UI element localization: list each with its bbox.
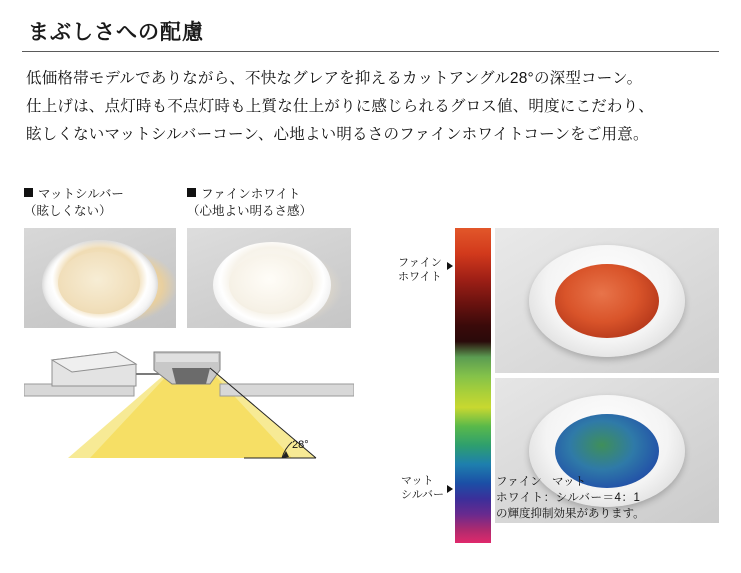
luminance-spectrum-bar (455, 228, 491, 543)
angle-label: 28° (292, 439, 309, 451)
body-copy (26, 65, 726, 149)
bullet-square-icon (187, 188, 196, 197)
reflector-cone (172, 368, 210, 384)
page-title: まぶしさへの配慮 (28, 21, 204, 44)
caption-matte-silver (24, 186, 124, 220)
spectrum-label-matte-silver-line2: シルバー (401, 489, 444, 501)
spectrum-arrow-top-icon (447, 262, 453, 270)
caption-fine-white-label: ファインホワイト (201, 187, 301, 201)
title-divider (22, 51, 719, 52)
photo-matte-silver (24, 228, 176, 328)
caption-matte-silver-sub: （眩しくない） (24, 204, 112, 218)
body-copy-line-3: 眩しくないマットシルバーコーン、心地よい明るさのファインホワイトコーンをご用意。 (26, 126, 649, 143)
note-head-row (496, 474, 645, 490)
downlight-interior (555, 264, 659, 338)
bullet-square-icon (24, 188, 33, 197)
body-copy-line-2: 仕上げは、点灯時も不点灯時も上質な仕上がりに感じられるグロス値、明度にこだわり、 (26, 98, 655, 115)
downlight-rim (529, 245, 685, 357)
spectrum-label-matte-silver (401, 474, 444, 502)
luminance-ratio-note (496, 474, 645, 522)
body-copy-line-1: 低価格帯モデルでありながら、不快なグレアを抑えるカットアングル28°の深型コーン。 (26, 70, 643, 87)
downlight-aperture (229, 254, 313, 314)
caption-matte-silver-label: マットシルバー (38, 187, 124, 201)
sample-photo-fine-white (495, 228, 719, 373)
note-line-3: の輝度抑制効果があります。 (496, 508, 645, 520)
cross-section-diagram (24, 330, 354, 470)
spectrum-label-matte-silver-line1: マット (401, 475, 434, 487)
note-head-matte: マット (552, 476, 587, 488)
caption-fine-white-sub: （心地よい明るさ感） (187, 204, 313, 218)
spectrum-arrow-bottom-icon (447, 485, 453, 493)
note-head-fine-white: ファイン (496, 476, 542, 488)
caption-fine-white (187, 186, 312, 220)
spectrum-label-fine-white-line1: ファイン (398, 257, 442, 269)
downlight-aperture (58, 252, 140, 314)
photo-fine-white (187, 228, 351, 328)
spectrum-label-fine-white (398, 256, 442, 284)
fixture-housing-top (156, 354, 218, 362)
spectrum-label-fine-white-line2: ホワイト (398, 271, 442, 283)
note-line-2: ホワイト：シルバー＝4：1 (496, 492, 641, 504)
